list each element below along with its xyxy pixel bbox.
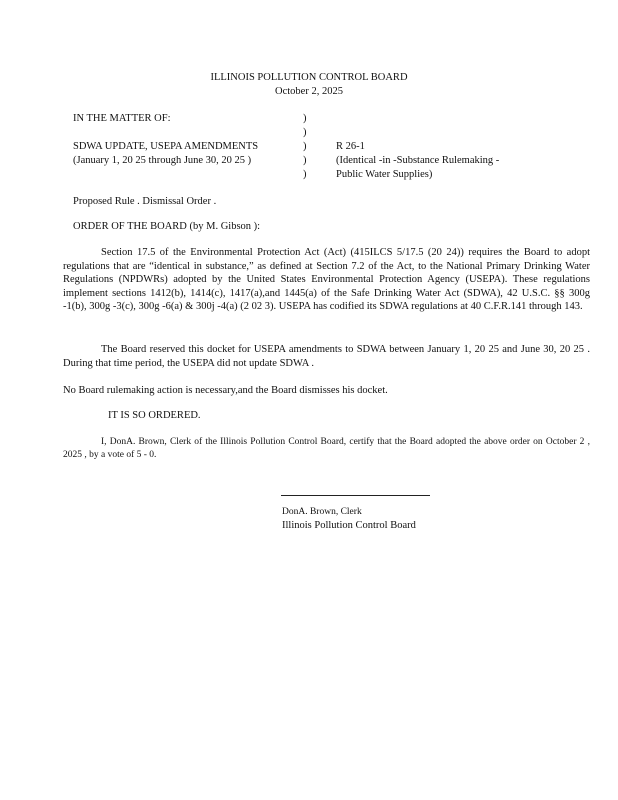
paragraph-docket-reserved	[63, 343, 590, 370]
proposed-rule-label: Proposed Rule . Dismissal Order .	[73, 196, 217, 207]
signer-name: DonA. Brown, Clerk	[282, 507, 362, 517]
caption-paren: )	[303, 169, 307, 180]
caption-paren: )	[303, 155, 307, 166]
no-action-statement: No Board rulemaking action is necessary,and the Board dismisses his docket.	[63, 385, 388, 396]
caption-paren: )	[303, 141, 307, 152]
docket-number: R 26-1	[336, 141, 365, 152]
order-heading: ORDER OF THE BOARD (by M. Gibson ):	[73, 221, 261, 232]
certification-text: I, DonA. Brown, Clerk of the Illinois Pollution Control Board, certify that the Board adopted the above order on October 2 , 2025 , by a vote of 5 - 0.	[63, 437, 590, 460]
signer-organization: Illinois Pollution Control Board	[282, 520, 416, 531]
paragraph-text: The Board reserved this docket for USEPA amendments to SDWA between January 1, 20 25 and June 30, 20 25 . During that time period, the USEPA did not update SDWA .	[63, 344, 590, 369]
caption-title-line1: SDWA UPDATE, USEPA AMENDMENTS	[73, 141, 259, 152]
paragraph-section-17-5	[63, 246, 590, 314]
caption-title-line2: (January 1, 20 25 through June 30, 20 25 )	[73, 155, 252, 166]
caption-paren: )	[303, 113, 307, 124]
certification-paragraph	[63, 436, 590, 462]
so-ordered: IT IS SO ORDERED.	[108, 410, 201, 421]
caption-paren: )	[303, 127, 307, 138]
order-date: October 2, 2025	[275, 86, 343, 97]
in-the-matter-label: IN THE MATTER OF:	[73, 113, 171, 124]
board-name-heading: ILLINOIS POLLUTION CONTROL BOARD	[210, 72, 408, 83]
signature-line	[281, 495, 430, 496]
paragraph-text: Section 17.5 of the Environmental Protection Act (Act) (415ILCS 5/17.5 (20 24)) requires the Board to adopt regulations that are “identical in substance,” as defined at Section 7.2 of the Act, to the National Primary Drinking Water Regulations (NPDWRs) adopted by the United States Environmental Protection Agency (USEPA). These regulations implement sections 1412(b), 1414(c), 1417(a),and 1445(a) of the Safe Drinking Water Act (SDWA), 42 U.S.C. §§ 300g -1(b), 300g -3(c), 300g -6(a) & 300j -4(a) (2 02 3). USEPA has codified its SDWA regulations at 40 C.F.R.141 through 143.	[63, 247, 590, 312]
rulemaking-type-line1: (Identical -in -Substance Rulemaking -	[336, 155, 500, 166]
rulemaking-type-line2: Public Water Supplies)	[336, 169, 433, 180]
